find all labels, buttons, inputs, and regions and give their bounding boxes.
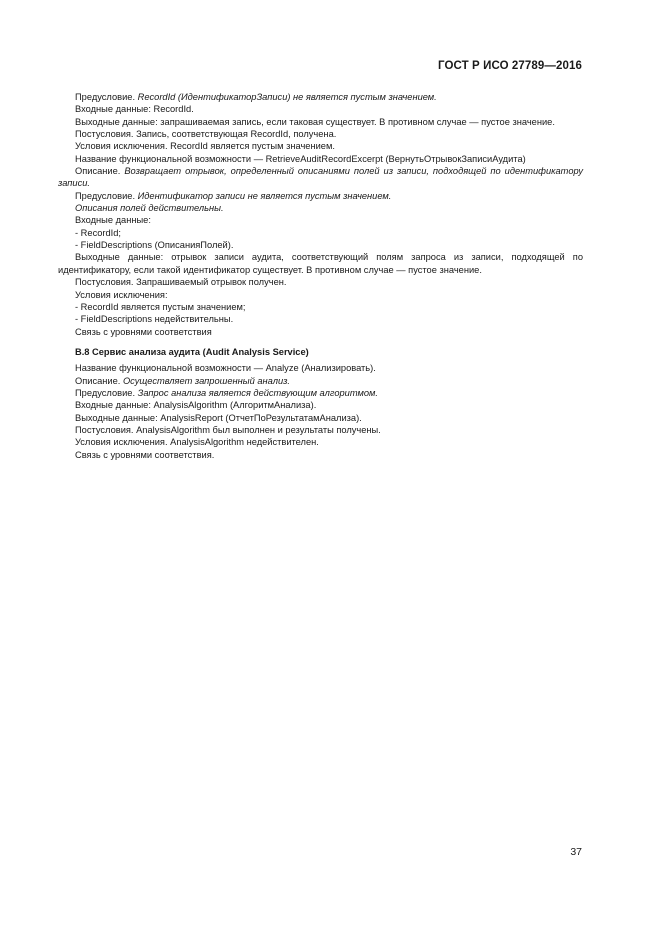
section-title: В.8 Сервис анализа аудита (Audit Analysis Service) [75, 346, 309, 357]
output-line: Выходные данные: запрашиваемая запись, если таковая существует. В противном случае — пустое значение. [75, 116, 555, 127]
output-line-3: Выходные данные: AnalysisReport (ОтчетПоРезультатамАнализа). [75, 412, 362, 423]
input-line: Входные данные: RecordId. [75, 104, 194, 115]
italic-text: RecordId (ИдентификаторЗаписи) не является пустым значением. [137, 92, 437, 102]
italic-text: Осуществляет запрошенный анализ. [122, 375, 291, 386]
field-descriptions-line: Описания полей действительны. [75, 203, 224, 214]
list-item: - RecordId; [75, 227, 121, 238]
conformance-line-2: Связь с уровнями соответствия. [75, 449, 215, 460]
document-header: ГОСТ Р ИСО 27789—2016 [437, 60, 582, 72]
precondition-line [58, 91, 583, 103]
italic-text: Идентификатор записи не является пустым значением. [137, 190, 392, 201]
label: Предусловие. [75, 190, 138, 201]
document-body [58, 91, 583, 461]
label: Описание. [75, 375, 123, 386]
function-name-line: Название функциональной возможности — RetrieveAuditRecordExcerpt (ВернутьОтрывокЗаписиАудита) [75, 153, 526, 164]
precondition-line-2 [58, 190, 583, 202]
postcondition-line-2: Постусловия. Запрашиваемый отрывок получен. [75, 277, 287, 288]
function-name-line-2: Название функциональной возможности — Analyze (Анализировать). [75, 363, 376, 374]
input-line-3: Входные данные: AnalysisAlgorithm (АлгоритмАнализа). [75, 400, 317, 411]
exception-line-2: Условия исключения: [75, 289, 168, 300]
list-item: - FieldDescriptions (ОписанияПолей). [75, 240, 234, 251]
conformance-line: Связь с уровнями соответствия [75, 326, 212, 337]
label: Предусловие. [75, 92, 138, 102]
exception-line: Условия исключения. RecordId является пустым значением. [75, 141, 335, 152]
exception-line-3: Условия исключения. AnalysisAlgorithm недействителен. [75, 437, 319, 448]
description-line [58, 165, 583, 190]
list-item: - FieldDescriptions недействительны. [75, 314, 234, 325]
list-item: - RecordId является пустым значением; [75, 301, 246, 312]
input-line-2: Входные данные: [75, 215, 151, 226]
output-line-2: Выходные данные: отрывок записи аудита, соответствующий полям запроса из записи, подходящей по идентификатору, если такой идентификатор существует. В противном случае — пустое значение. [58, 252, 583, 275]
label: Предусловие. [75, 387, 138, 398]
precondition-line-3 [58, 387, 583, 399]
italic-text: Запрос анализа является действующим алгоритмом. [137, 387, 378, 398]
postcondition-line-3: Постусловия. AnalysisAlgorithm был выполнен и результаты получены. [75, 424, 381, 435]
italic-text: Возвращает отрывок, определенный описаниями полей из записи, подходящей по идентификатору записи. [58, 166, 583, 189]
postcondition-line: Постусловия. Запись, соответствующая RecordId, получена. [75, 129, 337, 140]
description-line-2 [58, 375, 583, 387]
page-number: 37 [570, 846, 582, 858]
label: Описание. [75, 166, 125, 177]
